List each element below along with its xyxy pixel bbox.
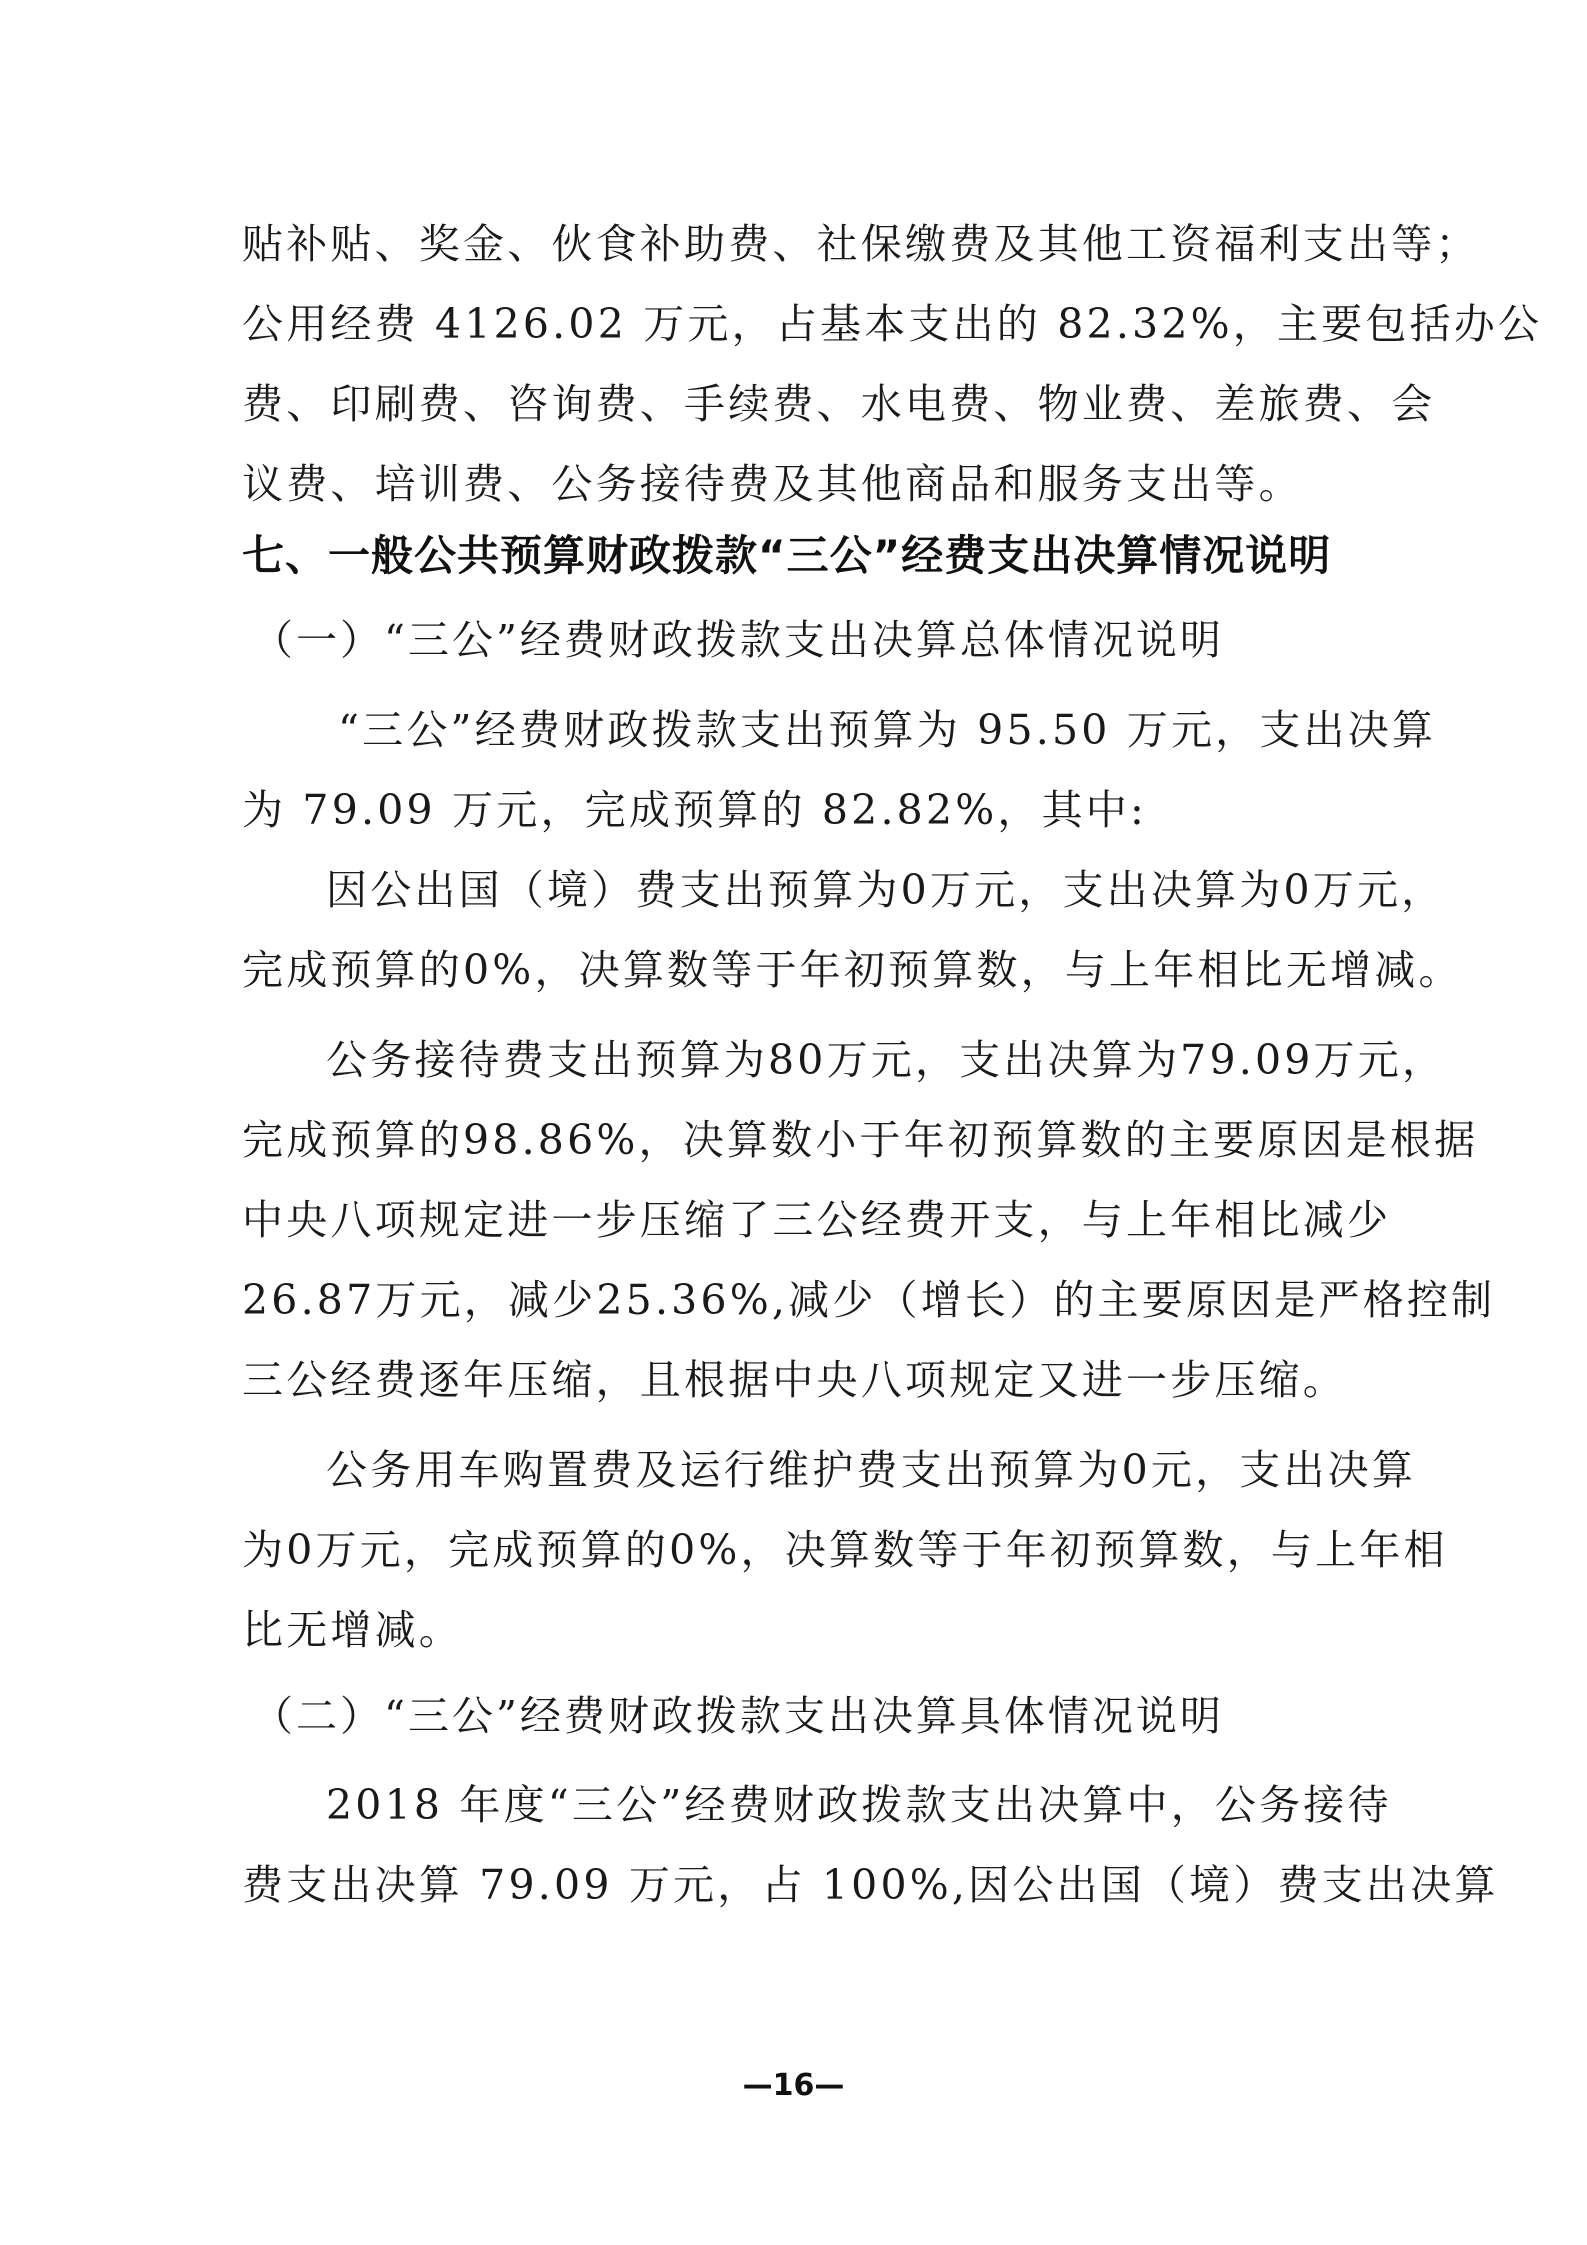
paragraph-4-line-2: 完成预算的98.86%，决算数小于年初预算数的主要原因是根据 (242, 1116, 1479, 1164)
section-7-heading: 七、一般公共预算财政拨款“三公”经费支出决算情况说明 (242, 531, 1332, 580)
paragraph-1-line-3: 费、印刷费、咨询费、手续费、水电费、物业费、差旅费、会 (242, 380, 1436, 428)
paragraph-5-line-3: 比无增减。 (242, 1606, 463, 1654)
paragraph-4-line-3: 中央八项规定进一步压缩了三公经费开支，与上年相比减少 (242, 1196, 1392, 1244)
subsection-1-heading: （一）“三公”经费财政拨款支出决算总体情况说明 (252, 616, 1224, 664)
page-number: —16— (742, 2068, 845, 2103)
paragraph-2-line-2: 为 79.09 万元，完成预算的 82.82%，其中: (242, 786, 1148, 834)
paragraph-1-line-2: 公用经费 4126.02 万元，占基本支出的 82.32%，主要包括办公 (242, 300, 1543, 348)
paragraph-4-line-1: 公务接待费支出预算为80万元，支出决算为79.09万元， (326, 1036, 1447, 1084)
paragraph-3-line-1: 因公出国（境）费支出预算为0万元，支出决算为0万元， (326, 866, 1446, 914)
paragraph-1-line-4: 议费、培训费、公务接待费及其他商品和服务支出等。 (242, 460, 1303, 508)
paragraph-5-line-2: 为0万元，完成预算的0%，决算数等于年初预算数，与上年相 (242, 1526, 1448, 1574)
paragraph-1-line-1: 贴补贴、奖金、伙食补助费、社保缴费及其他工资福利支出等； (242, 220, 1480, 268)
paragraph-6-line-2: 费支出决算 79.09 万元，占 100%,因公出国（境）费支出决算 (242, 1861, 1499, 1909)
paragraph-6-line-1: 2018 年度“三公”经费财政拨款支出决算中，公务接待 (326, 1781, 1392, 1829)
paragraph-4-line-5: 三公经费逐年压缩，且根据中央八项规定又进一步压缩。 (242, 1356, 1347, 1404)
paragraph-4-line-4: 26.87万元，减少25.36%,减少（增长）的主要原因是严格控制 (242, 1276, 1496, 1324)
paragraph-3-line-2: 完成预算的0%，决算数等于年初预算数，与上年相比无增减。 (242, 946, 1463, 994)
subsection-2-heading: （二）“三公”经费财政拨款支出决算具体情况说明 (252, 1692, 1224, 1740)
paragraph-5-line-1: 公务用车购置费及运行维护费支出预算为0元，支出决算 (326, 1446, 1417, 1494)
paragraph-2-line-1: “三公”经费财政拨款支出预算为 95.50 万元，支出决算 (338, 706, 1437, 754)
